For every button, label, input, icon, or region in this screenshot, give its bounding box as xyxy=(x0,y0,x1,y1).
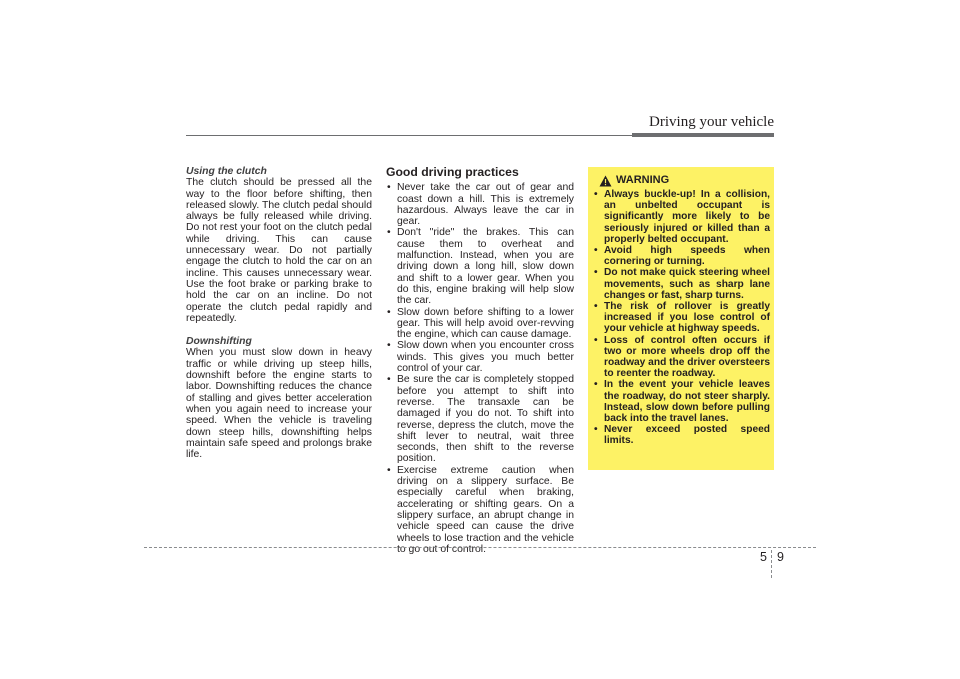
header-rule-accent xyxy=(632,133,774,137)
chapter-number: 5 xyxy=(760,550,767,564)
list-item: • Do not make quick steering wheel movements, such as sharp lane changes or fast, sharp turns. xyxy=(593,267,770,301)
good-driving-heading: Good driving practices xyxy=(386,165,519,179)
good-driving-list xyxy=(386,182,574,555)
downshift-heading: Downshifting xyxy=(186,336,252,348)
clutch-heading: Using the clutch xyxy=(186,166,267,177)
page-number: 9 xyxy=(777,550,784,564)
list-item: • Slow down when you encounter cross winds. This gives you much better control of your car. xyxy=(386,340,574,374)
footer-rule xyxy=(144,547,816,548)
clutch-text: The clutch should be pressed all the way to the floor before shifting, then released slowly. The clutch pedal should always be fully released while driving. Do not rest your foot on the clutch pedal while driving. This can cause unnecessary wear. Do not partially engage the clutch to hold the car on an incline. This causes unnecessary wear. Use the foot brake or parking brake to hold the car on an incline. Do not operate the clutch pedal rapidly and repeatedly. xyxy=(186,177,372,324)
list-item: • Never take the car out of gear and coast down a hill. This is extremely hazardous. Always leave the car in gear. xyxy=(386,182,574,227)
warning-header xyxy=(599,175,770,187)
list-item: • Don't "ride" the brakes. This can cause them to overheat and malfunction. Instead, when you are driving down a long hill, slow down and shift to a lower gear. When you do this, engine braking will help slow the car. xyxy=(386,227,574,306)
warning-triangle-icon xyxy=(599,175,612,187)
warning-title: WARNING xyxy=(616,174,670,187)
downshift-text: When you must slow down in heavy traffic or while driving up steep hills, downshift before the engine starts to labor. Downshifting reduces the chance of stalling and gives better acceleration when you again need to increase your speed. When the vehicle is traveling down steep hills, downshifting helps maintain safe speed and prolongs brake life. xyxy=(186,347,372,461)
list-item: • In the event your vehicle leaves the roadway, do not steer sharply. Instead, slow down before pulling back into the travel lanes. xyxy=(593,379,770,424)
list-item: • Avoid high speeds when cornering or turning. xyxy=(593,245,770,267)
middle-column xyxy=(386,167,574,555)
list-item: • Loss of control often occurs if two or more wheels drop off the roadway and the driver oversteers to reenter the roadway. xyxy=(593,335,770,380)
warning-list xyxy=(593,189,770,447)
list-item: • Slow down before shifting to a lower gear. This will help avoid over-revving the engine, which can cause damage. xyxy=(386,307,574,341)
list-item: • Be sure the car is completely stopped before you attempt to shift into reverse. The transaxle can be damaged if you do not. To shift into reverse, depress the clutch, move the shift lever to neutral, wait three seconds, then shift to the reverse position. xyxy=(386,374,574,464)
list-item: • Always buckle-up! In a collision, an unbelted occupant is significantly more likely to be seriously injured or killed than a properly belted occupant. xyxy=(593,189,770,245)
list-item: • The risk of rollover is greatly increased if you lose control of your vehicle at highway speeds. xyxy=(593,301,770,335)
list-item: • Never exceed posted speed limits. xyxy=(593,424,770,446)
warning-box xyxy=(588,167,774,470)
left-column xyxy=(186,166,372,460)
page-number-divider xyxy=(771,550,772,578)
section-title: Driving your vehicle xyxy=(649,114,774,130)
list-item: • Exercise extreme caution when driving on a slippery surface. Be especially careful when braking, accelerating or shifting gears. On a slippery surface, an abrupt change in vehicle speed can cause the drive wheels to lose traction and the vehicle to go out of control. xyxy=(386,465,574,555)
